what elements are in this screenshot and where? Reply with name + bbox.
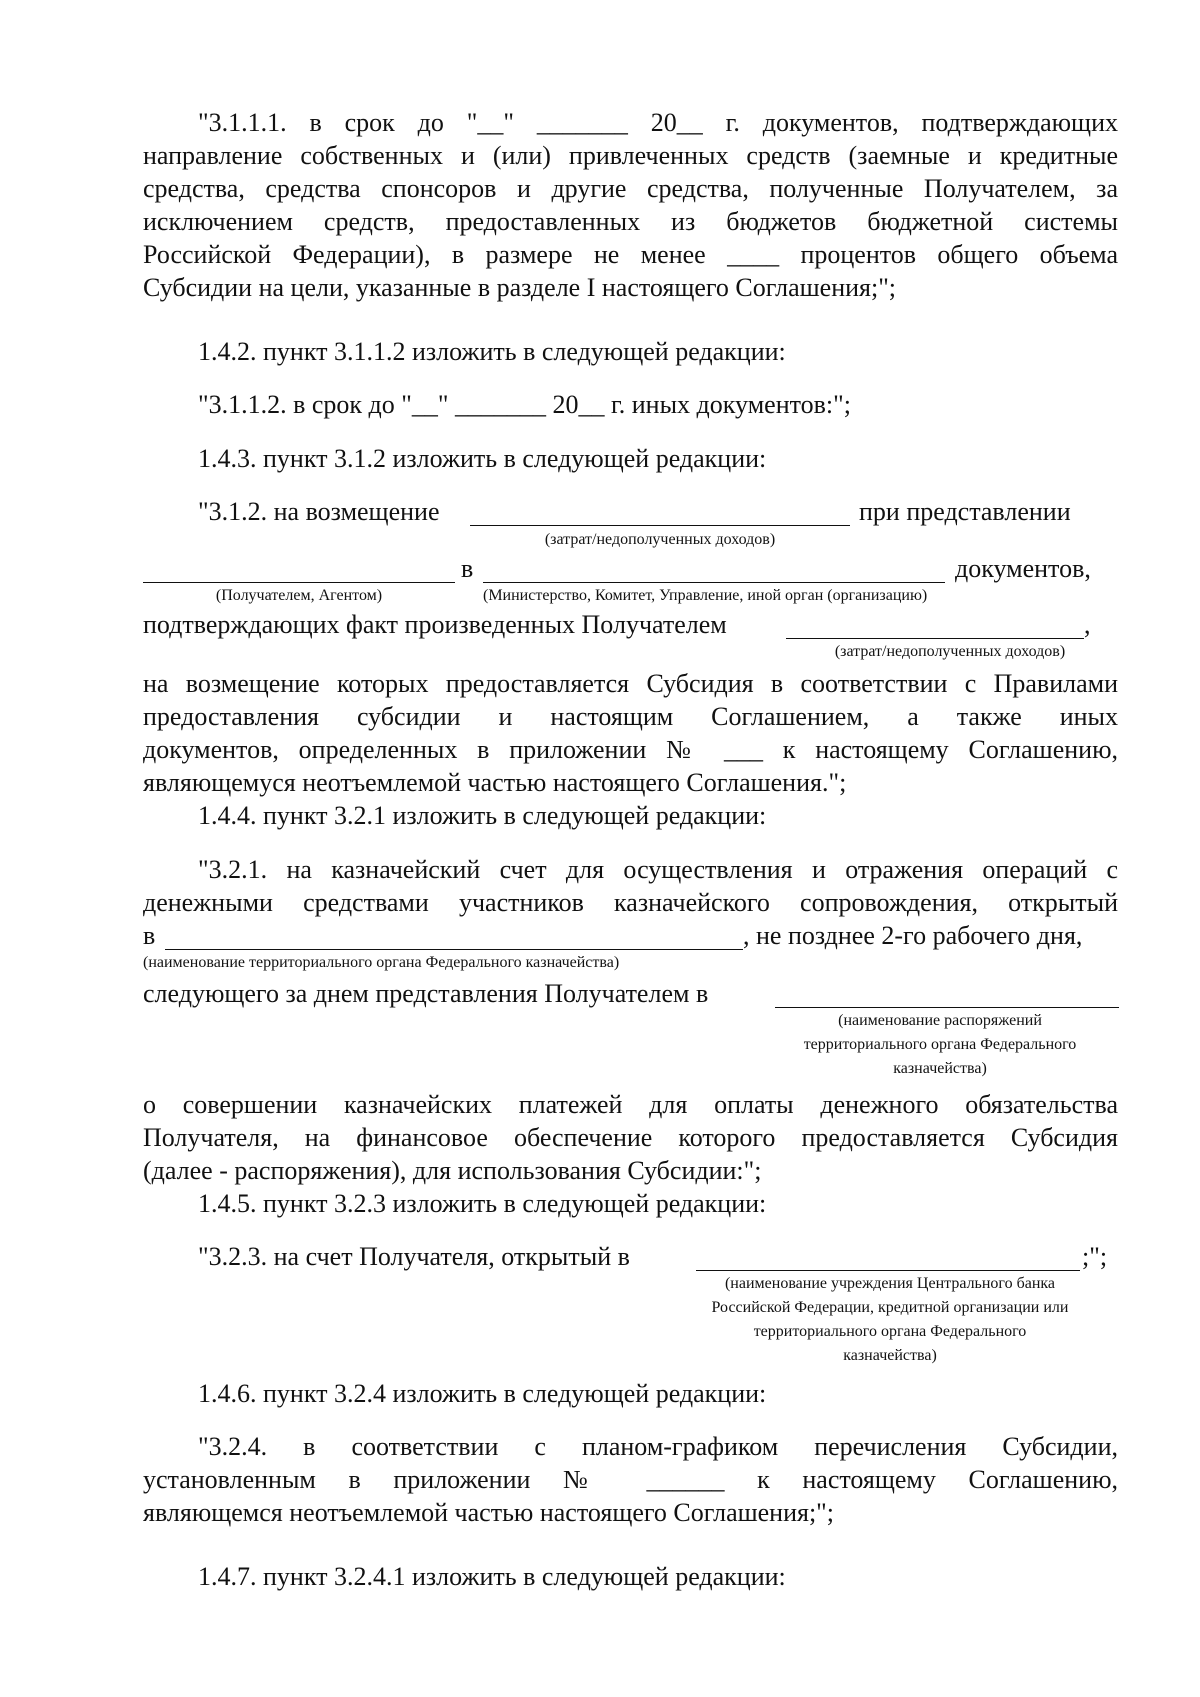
paragraph-3-1-2-line-5: предоставления субсидии и настоящим Соглашением, а также иных bbox=[143, 702, 1118, 731]
paragraph-3-1-1-1-line-5: Российской Федерации), в размере не менее ____ процентов общего объема bbox=[143, 240, 1118, 269]
heading-1-4-6: 1.4.6. пункт 3.2.4 изложить в следующей редакции: bbox=[198, 1379, 767, 1408]
heading-1-4-7: 1.4.7. пункт 3.2.4.1 изложить в следующей редакции: bbox=[198, 1562, 786, 1591]
paragraph-3-1-1-1-line-3: средства, средства спонсоров и другие средства, полученные Получателем, за bbox=[143, 174, 1118, 203]
caption-costs: (затрат/недополученных доходов) bbox=[544, 531, 776, 548]
paragraph-3-2-3-line-1: "3.2.3. на счет Получателя, открытый в bbox=[198, 1242, 630, 1271]
caption-orders-3: казначейства) bbox=[893, 1060, 987, 1077]
paragraph-3-1-2-line-1-end: при представлении bbox=[859, 497, 1071, 526]
paragraph-3-2-1-line-3-start: в bbox=[143, 921, 156, 950]
caption-costs-2: (затрат/недополученных доходов) bbox=[834, 643, 1066, 660]
paragraph-3-2-1-line-6: Получателя, на финансовое обеспечение которого предоставляется Субсидия bbox=[143, 1123, 1118, 1152]
paragraph-3-2-1-line-4: следующего за днем представления Получателем в bbox=[143, 979, 709, 1008]
paragraph-3-2-1-line-1: "3.2.1. на казначейский счет для осуществления и отражения операций с bbox=[198, 855, 1118, 884]
heading-1-4-2: 1.4.2. пункт 3.1.1.2 изложить в следующей редакции: bbox=[198, 337, 786, 366]
paragraph-3-1-2-line-3-end: , bbox=[1084, 610, 1091, 639]
paragraph-3-1-2-line-3-start: подтверждающих факт произведенных Получателем bbox=[143, 610, 727, 639]
paragraph-3-1-1-1-line-2: направление собственных и (или) привлеченных средств (заемные и кредитные bbox=[143, 141, 1118, 170]
blank-line-treasury-body bbox=[165, 949, 743, 950]
caption-orders-1: (наименование распоряжений bbox=[838, 1012, 1042, 1029]
paragraph-3-2-4-line-1: "3.2.4. в соответствии с планом-графиком перечисления Субсидии, bbox=[198, 1432, 1118, 1461]
paragraph-3-1-1-1-line-1: "3.1.1.1. в срок до "__" _______ 20__ г. документов, подтверждающих bbox=[198, 108, 1118, 137]
caption-bank-3: территориального органа Федерального bbox=[753, 1323, 1027, 1340]
caption-recipient: (Получателем, Агентом) bbox=[215, 587, 383, 604]
paragraph-3-1-1-1-line-4: исключением средств, предоставленных из бюджетов бюджетной системы bbox=[143, 207, 1118, 236]
paragraph-3-2-1-line-3-end: , не позднее 2-го рабочего дня, bbox=[743, 921, 1083, 950]
caption-bank-4: казначейства) bbox=[843, 1347, 937, 1364]
paragraph-3-1-2-line-4: на возмещение которых предоставляется Субсидия в соответствии с Правилами bbox=[143, 669, 1118, 698]
paragraph-3-2-3-line-1-end: ;"; bbox=[1082, 1242, 1108, 1271]
paragraph-3-1-1-1-line-6: Субсидии на цели, указанные в разделе I настоящего Соглашения;"; bbox=[143, 273, 897, 302]
heading-1-4-3: 1.4.3. пункт 3.1.2 изложить в следующей редакции: bbox=[198, 444, 767, 473]
blank-line-recipient bbox=[143, 582, 455, 583]
paragraph-3-2-1-line-7: (далее - распоряжения), для использования Субсидии:"; bbox=[143, 1156, 762, 1185]
paragraph-3-2-4-line-3: являющемся неотъемлемой частью настоящего Соглашения;"; bbox=[143, 1498, 835, 1527]
paragraph-3-2-4-line-2: установленным в приложении № ______ к настоящему Соглашению, bbox=[143, 1465, 1118, 1494]
paragraph-3-2-1-line-2: денежными средствами участников казначейского сопровождения, открытый bbox=[143, 888, 1118, 917]
caption-orders-2: территориального органа Федерального bbox=[803, 1036, 1077, 1053]
paragraph-3-1-1-2: "3.1.1.2. в срок до "__" _______ 20__ г. иных документов:"; bbox=[198, 390, 851, 419]
blank-line-costs-2 bbox=[786, 638, 1084, 639]
caption-bank-2: Российской Федерации, кредитной организации или bbox=[711, 1299, 1069, 1316]
paragraph-3-1-2-line-7: являющемуся неотъемлемой частью настоящего Соглашения."; bbox=[143, 768, 847, 797]
paragraph-3-1-2-line-6: документов, определенных в приложении № ___ к настоящему Соглашению, bbox=[143, 735, 1118, 764]
paragraph-3-1-2-line-2-end: документов, bbox=[955, 554, 1091, 583]
caption-treasury-body: (наименование территориального органа Федерального казначейства) bbox=[143, 954, 620, 971]
paragraph-3-1-2-line-1-start: "3.1.2. на возмещение bbox=[198, 497, 440, 526]
heading-1-4-4: 1.4.4. пункт 3.2.1 изложить в следующей редакции: bbox=[198, 801, 767, 830]
blank-line-orders bbox=[775, 1007, 1119, 1008]
blank-line-authority bbox=[483, 582, 945, 583]
paragraph-3-2-1-line-5: о совершении казначейских платежей для оплаты денежного обязательства bbox=[143, 1090, 1118, 1119]
heading-1-4-5: 1.4.5. пункт 3.2.3 изложить в следующей редакции: bbox=[198, 1189, 767, 1218]
blank-line-bank bbox=[696, 1270, 1080, 1271]
paragraph-3-1-2-line-2-mid: в bbox=[461, 554, 474, 583]
caption-authority: (Министерство, Комитет, Управление, иной орган (организацию) bbox=[483, 587, 928, 604]
caption-bank-1: (наименование учреждения Центрального банка bbox=[724, 1275, 1056, 1292]
blank-line-costs bbox=[470, 525, 850, 526]
